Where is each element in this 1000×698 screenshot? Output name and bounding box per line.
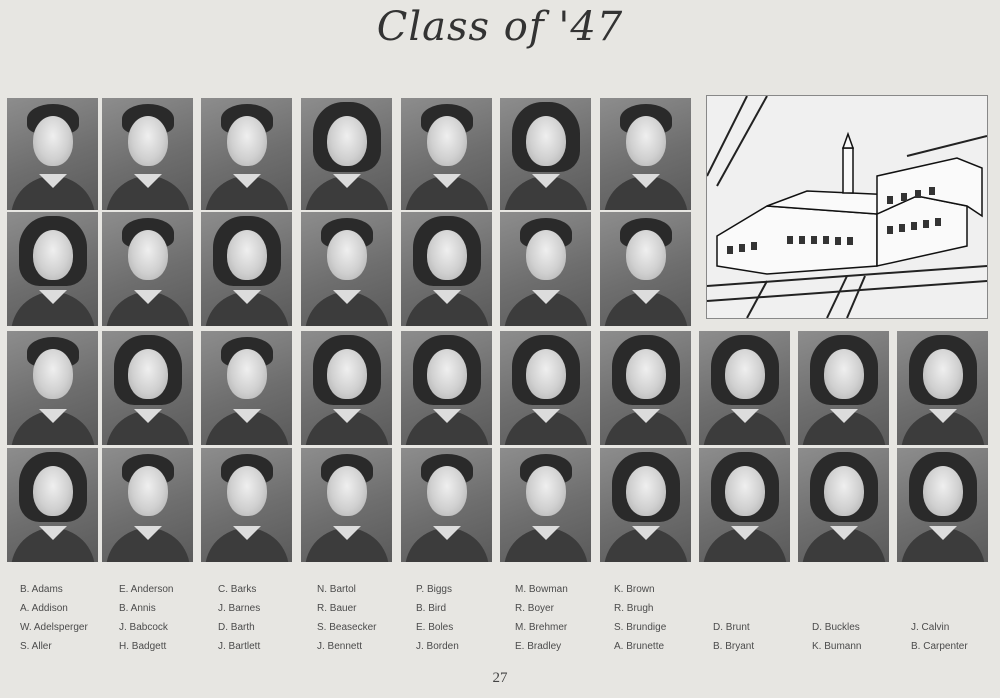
student-name: R. Bauer bbox=[317, 603, 357, 614]
student-name: E. Boles bbox=[416, 622, 454, 633]
student-name: R. Boyer bbox=[515, 603, 554, 614]
student-name: C. Barks bbox=[218, 584, 257, 595]
student-name: K. Bumann bbox=[812, 641, 862, 652]
student-name: N. Bartol bbox=[317, 584, 356, 595]
student-name: M. Bowman bbox=[515, 584, 568, 595]
student-name: B. Adams bbox=[20, 584, 63, 595]
student-name: A. Brunette bbox=[614, 641, 665, 652]
student-name: J. Borden bbox=[416, 641, 459, 652]
page-number: 27 bbox=[492, 670, 508, 686]
student-name: W. Adelsperger bbox=[20, 622, 88, 633]
student-name: B. Bird bbox=[416, 603, 447, 614]
student-name: D. Brunt bbox=[713, 622, 750, 633]
student-name: J. Bennett bbox=[317, 641, 363, 652]
student-name: D. Buckles bbox=[812, 622, 860, 633]
student-name: P. Biggs bbox=[416, 584, 452, 595]
student-name: B. Carpenter bbox=[911, 641, 968, 652]
student-name: K. Brown bbox=[614, 584, 655, 595]
student-name: S. Brundige bbox=[614, 622, 667, 633]
student-name: S. Beasecker bbox=[317, 622, 377, 633]
student-name: E. Bradley bbox=[515, 641, 562, 652]
student-name: M. Brehmer bbox=[515, 622, 568, 633]
student-name: J. Calvin bbox=[911, 622, 950, 633]
student-name: A. Addison bbox=[20, 603, 68, 614]
student-name: J. Bartlett bbox=[218, 641, 261, 652]
student-name: H. Badgett bbox=[119, 641, 167, 652]
student-name: D. Barth bbox=[218, 622, 255, 633]
student-name: S. Aller bbox=[20, 641, 52, 652]
student-name: B. Bryant bbox=[713, 641, 755, 652]
page-title: Class of '47 bbox=[376, 4, 624, 50]
student-name: B. Annis bbox=[119, 603, 156, 614]
student-name: E. Anderson bbox=[119, 584, 174, 595]
student-name: J. Barnes bbox=[218, 603, 261, 614]
student-name: J. Babcock bbox=[119, 622, 168, 633]
student-name: R. Brugh bbox=[614, 603, 654, 614]
